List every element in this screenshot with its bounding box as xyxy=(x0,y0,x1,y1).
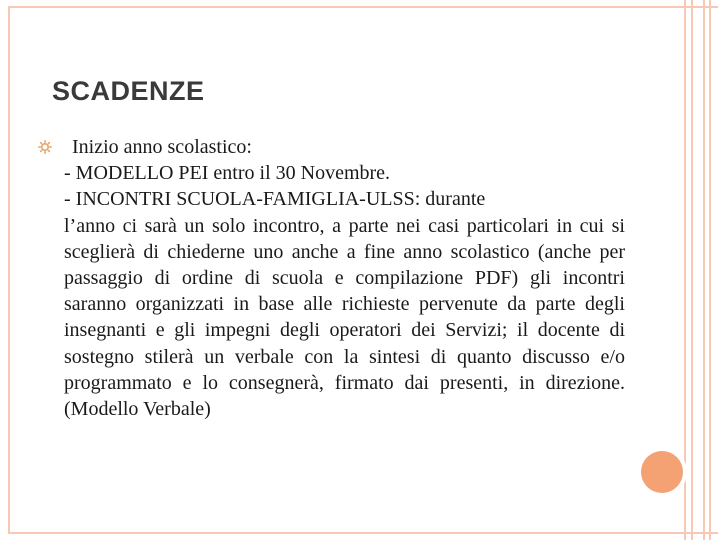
sun-bullet-icon xyxy=(38,140,52,154)
modello-pei-line: - MODELLO PEI entro il 30 Novembre. xyxy=(64,162,391,185)
slide-title: SCADENZE xyxy=(52,76,205,106)
bullet-heading: Inizio anno scolastico: xyxy=(72,136,252,158)
incontri-line: - INCONTRI SCUOLA-FAMIGLIA-ULSS: durante xyxy=(64,188,486,211)
decorative-line xyxy=(703,0,705,540)
decorative-line xyxy=(691,0,693,540)
decorative-line xyxy=(709,0,711,540)
incontri-paragraph: l’anno ci sarà un solo incontro, a parte nei casi particolari in cui si sceglierà di chiederne uno anche a fine anno scolastico (anche per passaggio di ordine di scuola e compilazione PDF) gli incontri saranno organizzati in base alle richieste pervenute da parte degli insegnanti e gli impegni degli operatori dei Servizi; il docente di sostegno stilerà un verbale con la sintesi di quanto discusso e/o programmato e lo consegnerà, firmato dai presenti, in direzione. (Modello Verbale) xyxy=(64,214,625,421)
decorative-line xyxy=(684,0,686,540)
slide-body xyxy=(64,134,625,422)
circle-ornament xyxy=(641,451,683,493)
